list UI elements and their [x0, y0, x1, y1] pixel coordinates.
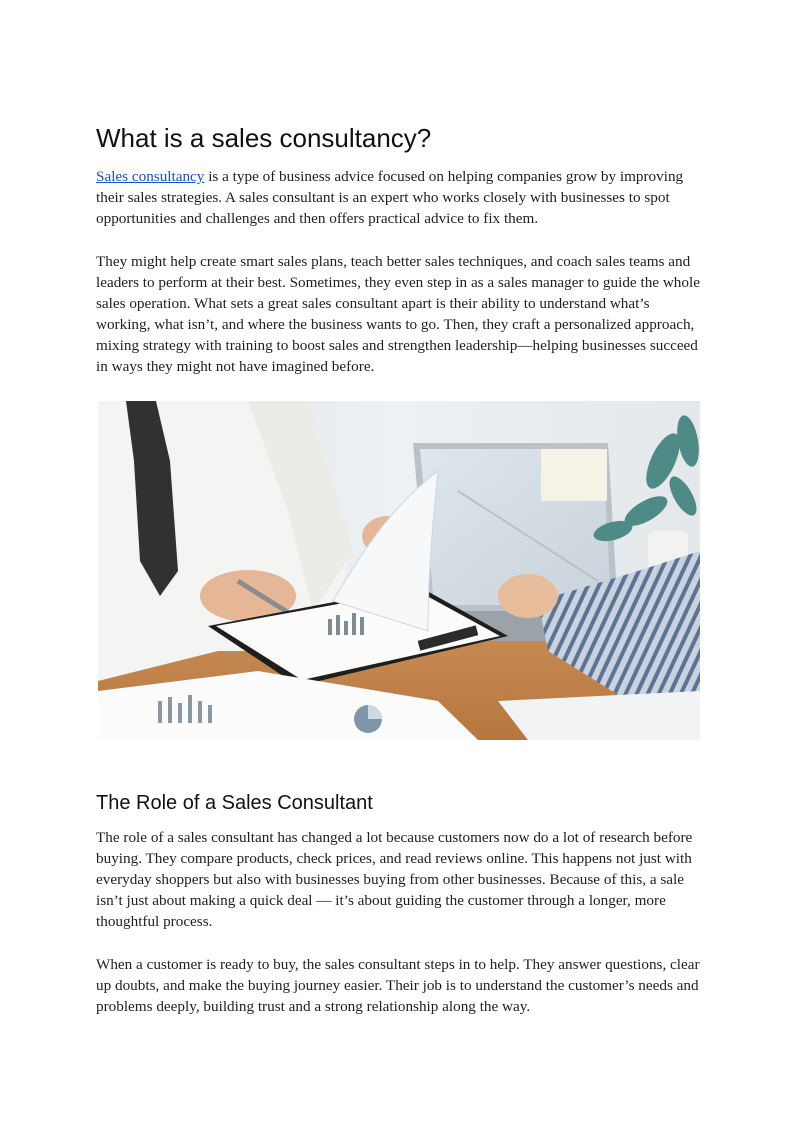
consultant-role-paragraph: They might help create smart sales plans, teach better sales techniques, and coach sales teams and leaders to perform at their best. Sometimes, they even step in as a sales manager to guide the whole sales operation. What sets a great sales consultant apart is their ability to understand what’s working, what isn’t, and where the business wants to go. Then, they craft a personalized approach, mixing strategy with training to boost sales and strengthen leadership—helping businesses succeed in ways they might not have imagined before.	[96, 253, 700, 375]
sales-consultancy-link[interactable]: Sales consultancy	[96, 168, 205, 185]
intro-paragraph-text: is a type of business advice focused on helping companies grow by improving their sales strategies. A sales consultant is an expert who works closely with businesses to spot opportunities and challenges and then offers practical advice to fix them.	[96, 168, 684, 227]
role-paragraph-2: When a customer is ready to buy, the sales consultant steps in to help. They answer questions, clear up doubts, and make the buying journey easier. Their job is to understand the customer’s needs and problems deeply, building trust and a strong relationship along the way.	[96, 956, 700, 1015]
page-title: What is a sales consultancy?	[96, 123, 432, 153]
section-heading-role: The Role of a Sales Consultant	[96, 792, 373, 814]
business-meeting-photo	[98, 401, 700, 740]
role-paragraph-1: The role of a sales consultant has changed a lot because customers now do a lot of research before buying. They compare products, check prices, and read reviews online. This happens not just with everyday shoppers but also with businesses buying from other businesses. Because of this, a sale isn’t just about making a quick deal — it’s about guiding the customer through a longer, more thoughtful process.	[96, 829, 693, 930]
intro-paragraph	[96, 166, 702, 229]
